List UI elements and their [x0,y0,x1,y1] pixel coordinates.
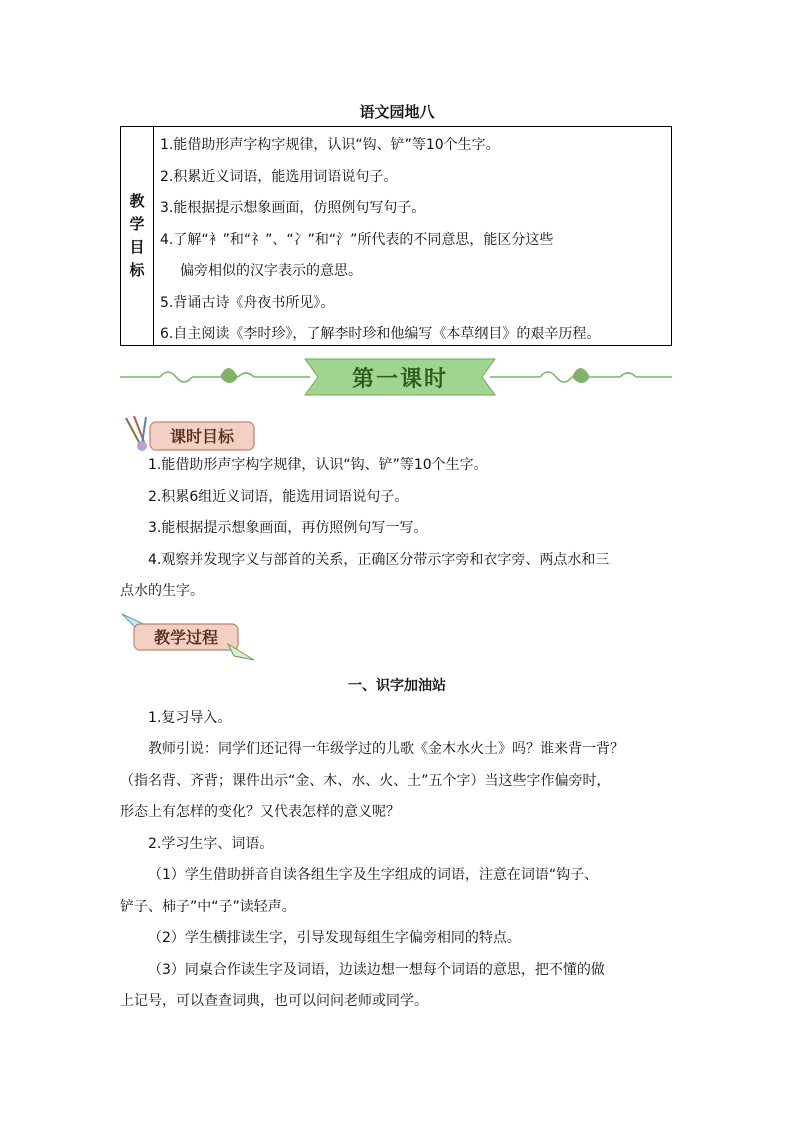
teaching-goals-table [120,126,672,346]
process-paragraph: （1）学生借助拼音自读各组生字及生字组成的词语，注意在词语“钩子、 [148,867,599,883]
process-paragraph: 形态上有怎样的变化？又代表怎样的意义呢？ [120,804,400,820]
process-paragraph: （2）学生横排读生字，引导发现每组生字偏旁相同的特点。 [148,930,521,946]
lesson-goal-item: 1.能借助形声字构字规律，认识“钩、铲”等10个生字。 [148,457,488,473]
goal-item: 2.积累近义词语，能选用词语说句子。 [160,168,398,185]
lesson-goal-item: 4.观察并发现字义与部首的关系，正确区分带示字旁和衣字旁、两点水和三 [148,552,610,568]
leaf-icon [572,368,590,383]
teaching-process-label-text: 教学过程 [153,628,219,647]
goals-header-char: 目 [129,238,145,256]
lesson-goal-item-continued: 点水的生字。 [120,583,204,599]
goals-header-cell [121,127,154,345]
section-heading: 一、识字加油站 [348,678,446,694]
goal-item: 3.能根据提示想象画面，仿照例句写句子。 [160,200,426,216]
process-paragraph: 铲子、柿子”中“子”读轻声。 [120,899,296,915]
paper-plane-icon [228,644,254,660]
goal-item-continued: 偏旁相似的汉字表示的意思。 [180,263,362,279]
process-paragraph: （指名背、齐背；课件出示“金、木、水、火、土”五个字）当这些字作偏旁时， [120,773,611,789]
goal-item: 6.自主阅读《李时珍》，了解李时珍和他编写《本草纲目》的艰辛历程。 [160,326,601,342]
goal-item: 1.能借助形声字构字规律，认识“钩、铲”等10个生字。 [160,137,500,153]
lesson-goal-item: 3.能根据提示想象画面，再仿照例句写一写。 [148,520,428,536]
goal-item: 4.了解“衤”和“礻”、“冫”和“氵”所代表的不同意思，能区分这些 [160,231,554,248]
lesson-goals-label-text: 课时目标 [169,427,235,446]
process-paragraph: 2.学习生字、词语。 [148,836,274,852]
lesson-goals-label [120,414,260,454]
lesson-banner [120,355,672,399]
goals-list [154,127,671,345]
process-paragraph: 上记号，可以查查词典，也可以问问老师或同学。 [120,993,428,1009]
paintbrush-icon [126,416,147,451]
process-paragraph: （3）同桌合作读生字及词语，边读边想一想每个词语的意思，把不懂的做 [148,962,605,978]
teaching-process-label [120,610,260,664]
page-title: 语文园地八 [359,103,435,121]
goals-header-char: 教 [129,192,145,210]
vine-left-decoration [120,372,310,382]
process-paragraph: 教师引说：同学们还记得一年级学过的儿歌《金木水火土》吗？谁来背一背？ [148,741,624,757]
leaf-icon [220,368,238,383]
goal-item: 5.背诵古诗《舟夜书所见》。 [160,294,335,311]
goals-header-char: 学 [129,215,145,233]
goals-header-char: 标 [129,261,145,279]
banner-text: 第一课时 [351,366,449,392]
lesson-goal-item: 2.积累6组近义词语，能选用词语说句子。 [148,489,409,505]
process-paragraph: 1.复习导入。 [148,710,232,726]
